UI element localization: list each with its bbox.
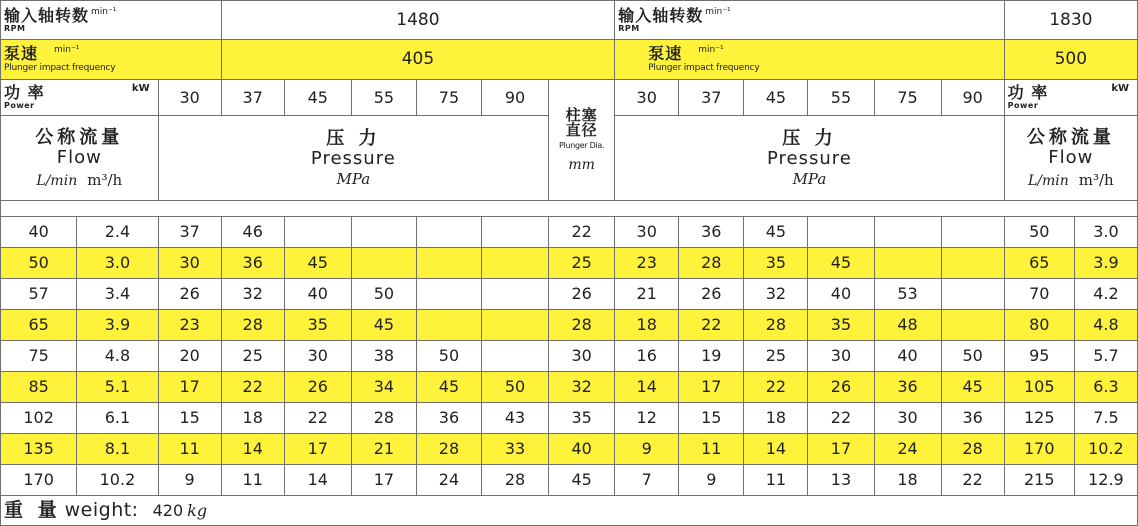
data-body [1,217,1138,496]
pressure-left-cell [351,248,416,279]
pressure-right-cell: 11 [744,465,808,496]
pump-speed-label: 泵速 $^{min^{-1}}$ Plunger impact frequency [1,40,222,80]
pressure-right-cell [941,248,1004,279]
pressure-left-cell: 43 [481,403,548,434]
pressure-right-cell: 26 [808,372,874,403]
flow-m3h-left: 8.1 [77,434,158,465]
pressure-right-cell: 13 [808,465,874,496]
table-row [1,217,1138,248]
pressure-left-cell: 50 [481,372,548,403]
flow-lmin-right: 65 [1004,248,1074,279]
pressure-left-cell: 22 [284,403,351,434]
flow-m3h-left: 3.4 [77,279,158,310]
pressure-left-cell [481,341,548,372]
pressure-left-cell: 11 [158,434,221,465]
power-right-value: 75 [874,80,941,116]
plunger-dia-cell: 30 [549,341,615,372]
table-row [1,341,1138,372]
pressure-left-cell: 32 [221,279,284,310]
plunger-dia-header: 柱塞 直径 Plunger Dia. mm [549,80,615,201]
pressure-right-cell: 36 [679,217,744,248]
pressure-left-cell [351,217,416,248]
pressure-left-cell: 15 [158,403,221,434]
flow-m3h-left: 10.2 [77,465,158,496]
pressure-right-cell: 22 [808,403,874,434]
flow-lmin-right: 70 [1004,279,1074,310]
power-label-left: 功 率 Power kW [1,80,159,116]
pressure-left-cell: 37 [158,217,221,248]
flow-lmin-left: 102 [1,403,77,434]
pressure-right-cell [941,279,1004,310]
pressure-right-cell: 36 [941,403,1004,434]
pressure-right-cell [874,248,941,279]
power-label-right: 功 率 Power kW [1004,80,1137,116]
pressure-left-cell: 34 [351,372,416,403]
pressure-left-cell: 50 [416,341,481,372]
pressure-left-cell: 23 [158,310,221,341]
pressure-left-cell: 28 [351,403,416,434]
flow-lmin-left: 65 [1,310,77,341]
pressure-right-cell: 16 [615,341,679,372]
pressure-left-cell [284,217,351,248]
flow-m3h-right: 6.3 [1074,372,1137,403]
pressure-left-cell [416,217,481,248]
pressure-right-cell: 9 [615,434,679,465]
plunger-dia-cell: 32 [549,372,615,403]
flow-lmin-right: 80 [1004,310,1074,341]
pressure-left-cell: 38 [351,341,416,372]
pressure-left-cell: 45 [351,310,416,341]
pressure-right-cell: 25 [744,341,808,372]
pressure-left-cell: 26 [284,372,351,403]
pressure-left-cell: 25 [221,341,284,372]
pressure-right-cell: 19 [679,341,744,372]
pressure-left-cell: 45 [284,248,351,279]
input-speed-label-right: 输入轴转数 $^{min^{-1}}$ RPM [615,1,1004,40]
plunger-dia-cell: 25 [549,248,615,279]
power-left-value: 55 [351,80,416,116]
pressure-left-cell: 17 [158,372,221,403]
pressure-left-cell: 14 [221,434,284,465]
pressure-right-cell: 24 [874,434,941,465]
spacer-row [1,201,1138,217]
flow-m3h-right: 4.8 [1074,310,1137,341]
flow-m3h-left: 3.0 [77,248,158,279]
pressure-right-cell: 35 [808,310,874,341]
flow-m3h-left: 6.1 [77,403,158,434]
pressure-right-cell: 36 [874,372,941,403]
pressure-right-cell: 26 [679,279,744,310]
table-row [1,248,1138,279]
pressure-left-cell: 36 [416,403,481,434]
power-right-value: 55 [808,80,874,116]
table-row [1,403,1138,434]
spacer-cell [1,201,1138,217]
pressure-left-cell: 11 [221,465,284,496]
flow-lmin-left: 85 [1,372,77,403]
power-left-value: 30 [158,80,221,116]
pressure-right-cell: 12 [615,403,679,434]
plunger-dia-cell: 40 [549,434,615,465]
pressure-left-cell: 40 [284,279,351,310]
pressure-left-cell: 9 [158,465,221,496]
pressure-left-cell: 26 [158,279,221,310]
flow-m3h-right: 3.9 [1074,248,1137,279]
pressure-right-cell: 40 [808,279,874,310]
plunger-dia-cell: 22 [549,217,615,248]
flow-m3h-right: 4.2 [1074,279,1137,310]
pressure-right-cell: 40 [874,341,941,372]
pressure-left-cell: 14 [284,465,351,496]
pressure-right-cell: 53 [874,279,941,310]
pressure-right-cell: 18 [744,403,808,434]
pressure-right-cell: 17 [679,372,744,403]
pressure-left-cell: 28 [221,310,284,341]
pressure-right-cell: 18 [874,465,941,496]
flow-lmin-right: 50 [1004,217,1074,248]
flow-lmin-left: 57 [1,279,77,310]
flow-lmin-right: 125 [1004,403,1074,434]
pressure-right-cell: 28 [679,248,744,279]
flow-m3h-right: 12.9 [1074,465,1137,496]
power-left-value: 75 [416,80,481,116]
pressure-left-cell: 30 [284,341,351,372]
pressure-left-cell [481,217,548,248]
pressure-left-cell: 20 [158,341,221,372]
flow-caption-left: 公称流量 Flow L/min m³/h [1,116,159,201]
pressure-right-cell: 45 [808,248,874,279]
flow-caption-right: 公称流量 Flow L/min m³/h [1004,116,1137,201]
pressure-left-cell: 30 [158,248,221,279]
pressure-left-cell: 22 [221,372,284,403]
flow-lmin-right: 105 [1004,372,1074,403]
flow-lmin-left: 135 [1,434,77,465]
flow-lmin-right: 170 [1004,434,1074,465]
pressure-right-cell: 23 [615,248,679,279]
table-row [1,279,1138,310]
pressure-left-cell [481,248,548,279]
pressure-left-cell [416,248,481,279]
flow-lmin-left: 40 [1,217,77,248]
pressure-left-cell: 18 [221,403,284,434]
flow-lmin-right: 215 [1004,465,1074,496]
pressure-right-cell: 45 [941,372,1004,403]
pressure-right-cell [941,310,1004,341]
table-row [1,310,1138,341]
power-left-value: 45 [284,80,351,116]
pressure-right-cell: 45 [744,217,808,248]
flow-m3h-right: 3.0 [1074,217,1137,248]
pump-speed-label-right: 泵速 $^{min^{-1}}$ Plunger impact frequency [615,40,1004,80]
pressure-left-cell: 28 [416,434,481,465]
freq-left-value: 405 [221,40,615,80]
pressure-left-cell: 24 [416,465,481,496]
power-right-value: 45 [744,80,808,116]
power-right-value: 37 [679,80,744,116]
plunger-dia-cell: 35 [549,403,615,434]
input-speed-label: 输入轴转数 $^{min^{-1}}$ RPM [1,1,222,40]
pressure-left-cell [481,279,548,310]
pressure-right-cell: 21 [615,279,679,310]
pressure-right-cell: 14 [615,372,679,403]
flow-m3h-left: 2.4 [77,217,158,248]
pressure-right-cell: 22 [679,310,744,341]
pump-speed-row [1,40,1138,80]
flow-lmin-left: 170 [1,465,77,496]
pressure-right-cell [874,217,941,248]
power-right-value: 30 [615,80,679,116]
pressure-right-cell [808,217,874,248]
pressure-right-cell: 48 [874,310,941,341]
pressure-right-cell: 9 [679,465,744,496]
pressure-left-cell: 45 [416,372,481,403]
pressure-right-cell: 35 [744,248,808,279]
pressure-right-cell [941,217,1004,248]
pressure-left-cell: 50 [351,279,416,310]
pressure-right-cell: 15 [679,403,744,434]
pressure-right-cell: 28 [744,310,808,341]
pressure-right-cell: 14 [744,434,808,465]
pressure-right-cell: 30 [808,341,874,372]
table-row [1,372,1138,403]
flow-m3h-right: 5.7 [1074,341,1137,372]
pressure-left-cell: 35 [284,310,351,341]
pressure-left-cell [416,279,481,310]
plunger-dia-cell: 28 [549,310,615,341]
pressure-right-cell: 11 [679,434,744,465]
pressure-right-cell: 32 [744,279,808,310]
pressure-right-cell: 22 [941,465,1004,496]
pressure-caption-right: 压 力 Pressure MPa [615,116,1004,201]
flow-m3h-right: 7.5 [1074,403,1137,434]
power-left-value: 90 [481,80,548,116]
flow-lmin-right: 95 [1004,341,1074,372]
table-row [1,465,1138,496]
pressure-right-cell: 7 [615,465,679,496]
power-row [1,80,1138,116]
power-left-value: 37 [221,80,284,116]
flow-lmin-left: 75 [1,341,77,372]
pressure-right-cell: 18 [615,310,679,341]
pressure-right-cell: 30 [615,217,679,248]
power-right-value: 90 [941,80,1004,116]
pressure-right-cell: 50 [941,341,1004,372]
weight-cell: 重 量 weight: 420 kg [1,496,1138,526]
rpm-right-value: 1830 [1004,1,1137,40]
pressure-right-cell: 17 [808,434,874,465]
rpm-left-value: 1480 [221,1,615,40]
pressure-left-cell: 21 [351,434,416,465]
pressure-left-cell: 28 [481,465,548,496]
pressure-right-cell: 30 [874,403,941,434]
plunger-dia-cell: 45 [549,465,615,496]
pressure-left-cell [416,310,481,341]
pressure-right-cell: 22 [744,372,808,403]
flow-m3h-left: 5.1 [77,372,158,403]
table-row [1,434,1138,465]
weight-row [1,496,1138,526]
pressure-left-cell: 46 [221,217,284,248]
pressure-left-cell: 17 [284,434,351,465]
flow-lmin-left: 50 [1,248,77,279]
pressure-right-cell: 28 [941,434,1004,465]
flow-m3h-right: 10.2 [1074,434,1137,465]
flow-m3h-left: 3.9 [77,310,158,341]
freq-right-value: 500 [1004,40,1137,80]
pressure-left-cell: 33 [481,434,548,465]
rpm-row [1,1,1138,40]
pressure-left-cell [481,310,548,341]
plunger-dia-cell: 26 [549,279,615,310]
pressure-left-cell: 17 [351,465,416,496]
pressure-caption-left: 压 力 Pressure MPa [158,116,548,201]
flow-m3h-left: 4.8 [77,341,158,372]
pressure-left-cell: 36 [221,248,284,279]
